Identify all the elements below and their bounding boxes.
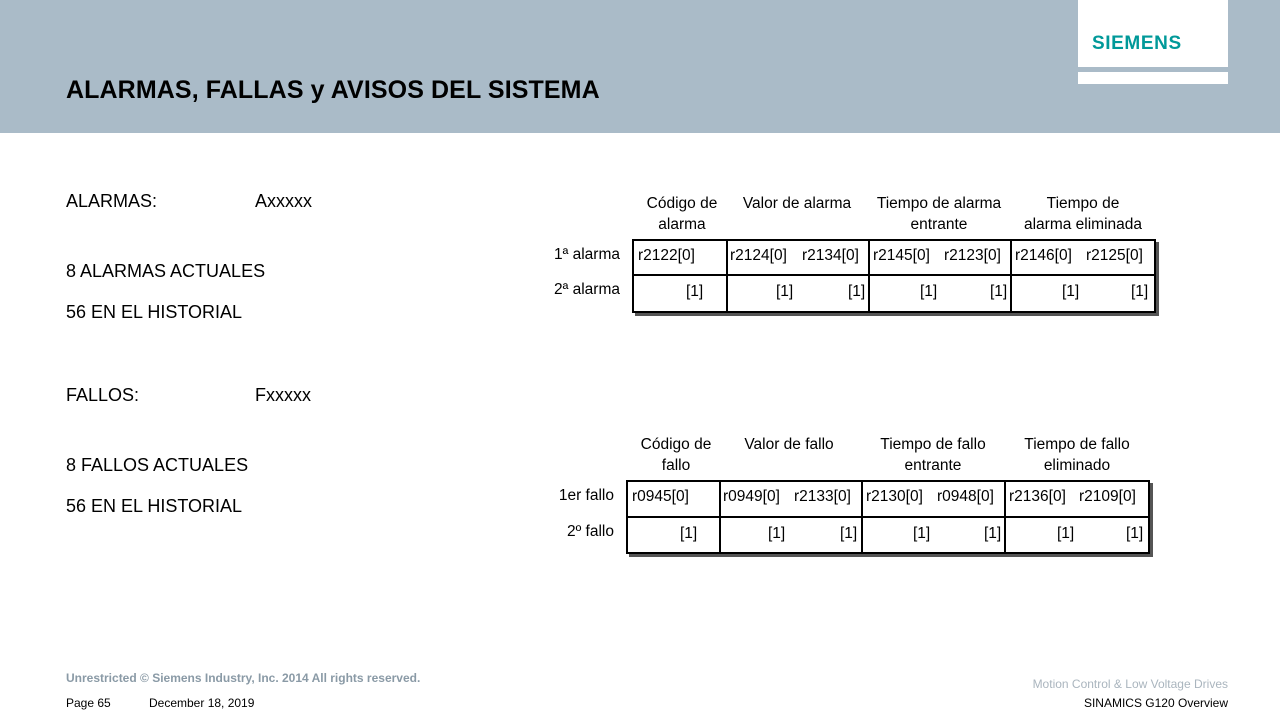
alarm-grid — [632, 239, 1156, 313]
siemens-logo: SIEMENS — [1092, 33, 1182, 54]
fault-cell: [1] — [1057, 525, 1075, 542]
fallos-value: Fxxxxx — [255, 385, 311, 405]
fault-grid — [626, 480, 1150, 554]
fault-col-cleared: Tiempo de fallo eliminado — [1024, 436, 1130, 474]
fault-col-value: Valor de fallo — [744, 436, 834, 453]
alarmas-historial: 56 EN EL HISTORIAL — [66, 302, 243, 322]
alarm-cell: [1] — [686, 283, 704, 300]
fallos-actuales: 8 FALLOS ACTUALES — [66, 455, 249, 475]
alarm-col-incoming: Tiempo de alarma entrante — [876, 195, 1002, 233]
alarm-grid-divider — [1010, 241, 1012, 311]
fault-cell: [1] — [984, 525, 1002, 542]
alarm-cell: [1] — [1062, 283, 1080, 300]
alarm-cell: [1] — [920, 283, 938, 300]
page-title: ALARMAS, FALLAS y AVISOS DEL SISTEMA — [66, 76, 600, 104]
alarm-grid-divider — [868, 241, 870, 311]
fault-cell: [1] — [680, 525, 698, 542]
alarm-row-label-2: 2ª alarma — [553, 281, 620, 298]
fault-cell: r0949[0] — [723, 488, 780, 505]
fault-grid-divider — [861, 482, 863, 552]
alarm-cell: [1] — [1131, 283, 1149, 300]
alarm-cell: [1] — [848, 283, 866, 300]
fallos-label: FALLOS: — [66, 385, 140, 405]
fault-cell: r2136[0] — [1009, 488, 1066, 505]
fault-cell: [1] — [1126, 525, 1144, 542]
alarm-cell: r2124[0] — [730, 247, 787, 264]
fault-grid-row-divider — [628, 516, 1148, 518]
alarm-cell: r2134[0] — [802, 247, 859, 264]
alarm-grid-row-divider — [634, 274, 1154, 276]
alarm-grid-divider — [726, 241, 728, 311]
alarmas-value: Axxxxx — [255, 191, 313, 211]
alarm-col-code: Código de alarma — [646, 195, 718, 233]
fault-cell: [1] — [913, 525, 931, 542]
footer-copyright: Unrestricted © Siemens Industry, Inc. 2014 All rights reserved. — [66, 671, 421, 685]
alarm-cell: [1] — [990, 283, 1008, 300]
footer-page: Page 65 — [66, 696, 111, 710]
alarm-cell: r2123[0] — [944, 247, 1001, 264]
fault-cell: r0945[0] — [632, 488, 689, 505]
fault-cell: [1] — [840, 525, 858, 542]
fault-grid-divider — [719, 482, 721, 552]
fallos-historial: 56 EN EL HISTORIAL — [66, 496, 243, 516]
alarm-cell: r2145[0] — [873, 247, 930, 264]
alarmas-actuales: 8 ALARMAS ACTUALES — [66, 261, 266, 281]
fault-cell: r2130[0] — [866, 488, 923, 505]
fault-row-label-1: 1er fallo — [558, 487, 614, 504]
logo-strip — [1078, 72, 1228, 84]
alarm-col-value: Valor de alarma — [742, 195, 852, 212]
fault-col-incoming: Tiempo de fallo entrante — [880, 436, 986, 474]
fault-cell: r2109[0] — [1079, 488, 1136, 505]
footer-product: SINAMICS G120 Overview — [1083, 696, 1228, 710]
alarmas-label: ALARMAS: — [66, 191, 158, 211]
fault-cell: r2133[0] — [794, 488, 851, 505]
fault-grid-divider — [1004, 482, 1006, 552]
fault-col-code: Código de fallo — [640, 436, 712, 474]
alarm-row-label-1: 1ª alarma — [553, 246, 620, 263]
alarm-col-cleared: Tiempo de alarma eliminada — [1023, 195, 1143, 233]
footer-date: December 18, 2019 — [149, 696, 255, 710]
fault-row-label-2: 2º fallo — [566, 523, 614, 540]
fault-cell: r0948[0] — [937, 488, 994, 505]
footer-division: Motion Control & Low Voltage Drives — [1032, 677, 1228, 691]
alarm-cell: r2122[0] — [638, 247, 695, 264]
alarm-cell: r2125[0] — [1086, 247, 1143, 264]
fault-cell: [1] — [768, 525, 786, 542]
alarm-cell: r2146[0] — [1015, 247, 1072, 264]
alarm-cell: [1] — [776, 283, 794, 300]
